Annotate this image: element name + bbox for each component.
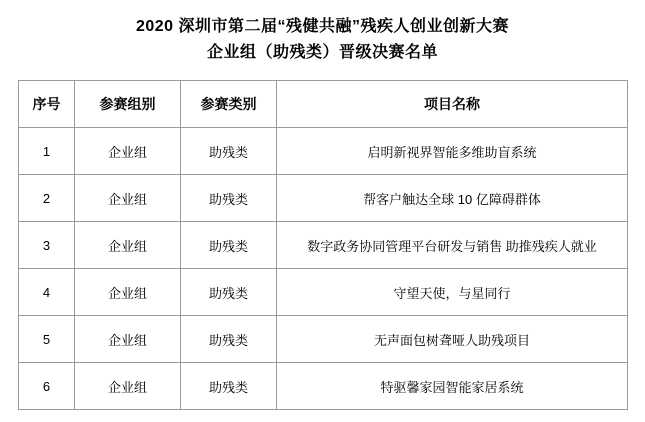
finalists-table-wrapper	[18, 80, 627, 410]
cell-project: 启明新视界智能多维助盲系统	[277, 128, 628, 175]
finalists-table	[18, 80, 628, 410]
cell-category: 助残类	[181, 175, 277, 222]
cell-project: 数字政务协同管理平台研发与销售 助推残疾人就业	[277, 222, 628, 269]
table-row	[19, 363, 628, 410]
title-line-1: 2020 深圳市第二届“残健共融”残疾人创业创新大赛	[135, 18, 510, 35]
cell-project: 无声面包树聋哑人助残项目	[277, 316, 628, 363]
cell-no: 4	[19, 269, 75, 316]
table-row	[19, 269, 628, 316]
table-row	[19, 316, 628, 363]
table-row	[19, 128, 628, 175]
table-row	[19, 175, 628, 222]
cell-group: 企业组	[75, 363, 181, 410]
cell-group: 企业组	[75, 128, 181, 175]
column-header-project: 项目名称	[277, 81, 628, 128]
document-title	[0, 0, 645, 66]
cell-group: 企业组	[75, 222, 181, 269]
cell-group: 企业组	[75, 269, 181, 316]
title-line-2: 企业组（助残类）晋级决赛名单	[206, 44, 438, 61]
cell-category: 助残类	[181, 269, 277, 316]
cell-project: 守望天使，与星同行	[277, 269, 628, 316]
cell-category: 助残类	[181, 222, 277, 269]
column-header-group: 参赛组别	[75, 81, 181, 128]
cell-project: 帮客户触达全球 10 亿障碍群体	[277, 175, 628, 222]
cell-project: 特驱馨家园智能家居系统	[277, 363, 628, 410]
cell-category: 助残类	[181, 316, 277, 363]
table-row	[19, 222, 628, 269]
cell-no: 6	[19, 363, 75, 410]
cell-no: 3	[19, 222, 75, 269]
cell-no: 5	[19, 316, 75, 363]
cell-category: 助残类	[181, 128, 277, 175]
cell-group: 企业组	[75, 175, 181, 222]
column-header-category: 参赛类别	[181, 81, 277, 128]
cell-category: 助残类	[181, 363, 277, 410]
cell-no: 2	[19, 175, 75, 222]
cell-no: 1	[19, 128, 75, 175]
table-header-row	[19, 81, 628, 128]
cell-group: 企业组	[75, 316, 181, 363]
column-header-no: 序号	[19, 81, 75, 128]
